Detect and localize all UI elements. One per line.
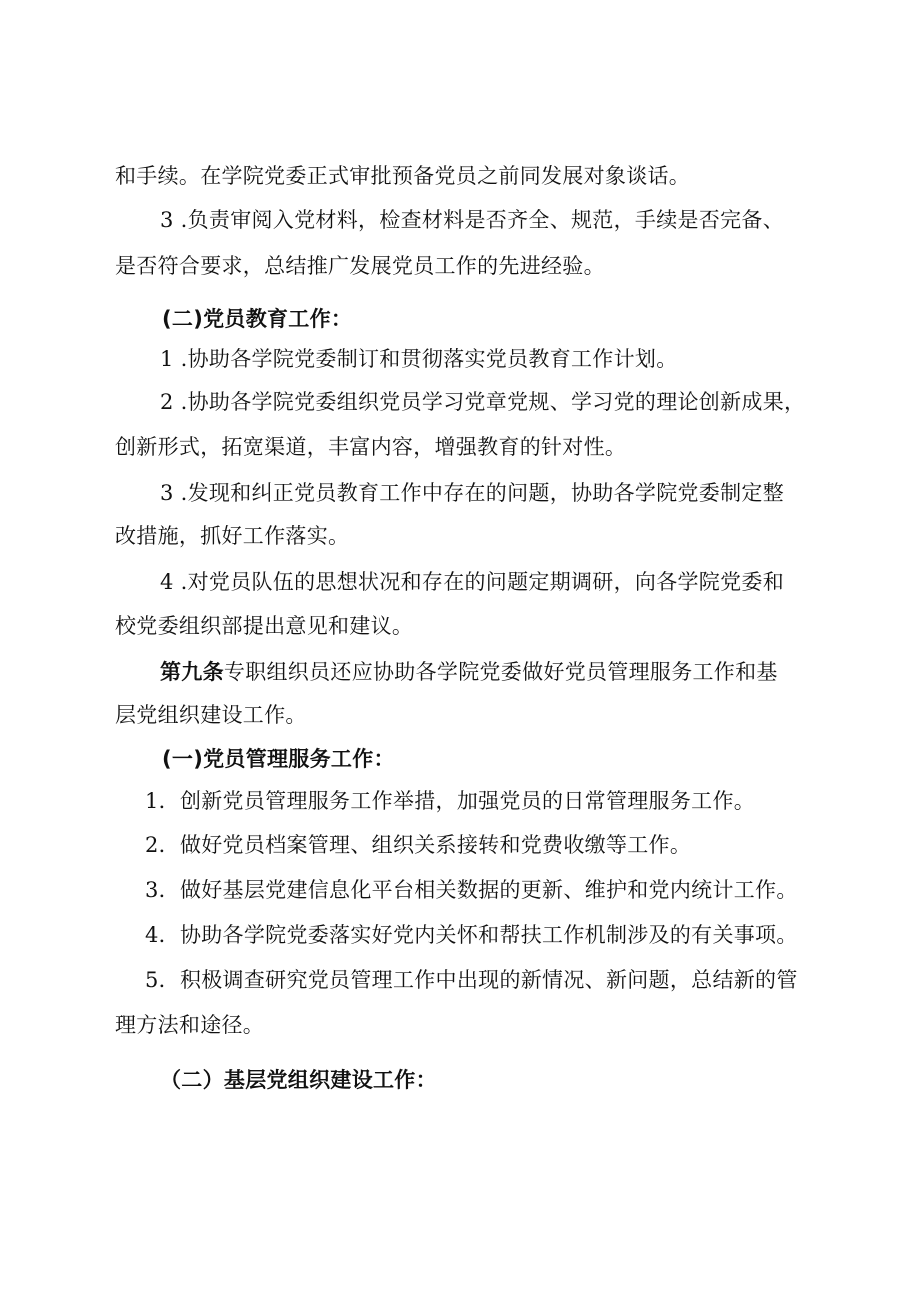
paragraph-line: 理方法和途径。 — [115, 1013, 265, 1037]
paragraph-line: 校党委组织部提出意见和建议。 — [115, 614, 414, 638]
paragraph-line: 2 .协助各学院党委组织党员学习党章党规、学习党的理论创新成果， — [160, 390, 806, 414]
paragraph-line: 层党组织建设工作。 — [115, 703, 307, 727]
paragraph-line: 改措施，抓好工作落实。 — [115, 524, 350, 548]
paragraph-line: 1 .协助各学院党委制订和贯彻落实党员教育工作计划。 — [160, 347, 678, 371]
paragraph-line: 3 .发现和纠正党员教育工作中存在的问题，协助各学院党委制定整 — [160, 481, 785, 505]
list-item: 2．做好党员档案管理、组织关系接转和党费收缴等工作。 — [145, 833, 692, 857]
article-label: 第九条 — [160, 660, 224, 684]
paragraph-line: 3 .负责审阅入党材料，检查材料是否齐全、规范，手续是否完备、 — [160, 208, 785, 232]
paragraph-line: 创新形式，拓宽渠道，丰富内容，增强教育的针对性。 — [115, 435, 627, 459]
section-heading: （二）基层党组织建设工作： — [160, 1068, 437, 1092]
section-heading: (二)党员教育工作： — [162, 307, 353, 331]
section-heading: (一)党员管理服务工作： — [162, 747, 395, 771]
list-item: 3．做好基层党建信息化平台相关数据的更新、维护和党内统计工作。 — [145, 878, 798, 902]
paragraph-line: 4 .对党员队伍的思想状况和存在的问题定期调研，向各学院党委和 — [160, 570, 785, 594]
paragraph-line: 和手续。在学院党委正式审批预备党员之前同发展对象谈话。 — [115, 164, 691, 188]
paragraph-line: 是否符合要求，总结推广发展党员工作的先进经验。 — [115, 254, 605, 278]
list-item: 4．协助各学院党委落实好党内关怀和帮扶工作机制涉及的有关事项。 — [145, 923, 798, 947]
list-item: 5．积极调查研究党员管理工作中出现的新情况、新问题，总结新的管 — [145, 968, 798, 992]
article-text: 专职组织员还应协助各学院党委做好党员管理服务工作和基 — [223, 660, 778, 684]
article-paragraph — [160, 658, 778, 686]
list-item: 1．创新党员管理服务工作举措，加强党员的日常管理服务工作。 — [145, 789, 756, 813]
